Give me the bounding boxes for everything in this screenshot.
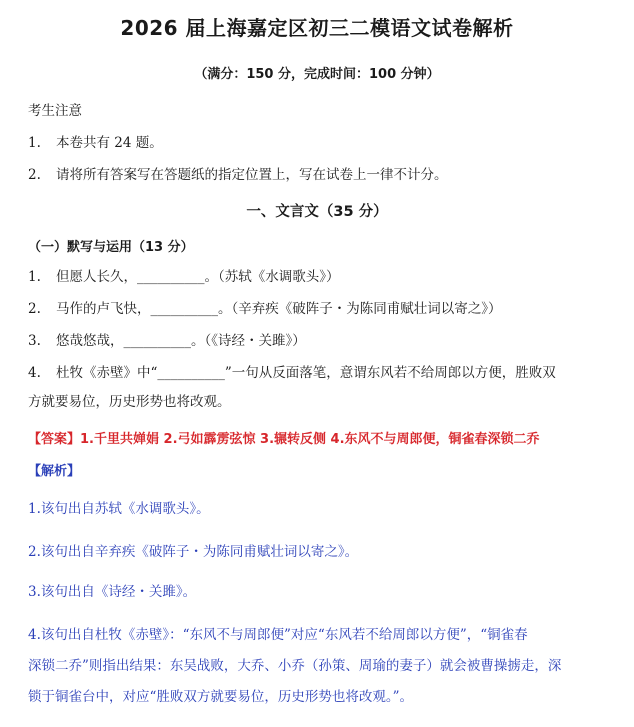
notice-item-text: 本卷共有 24 题。 (56, 135, 163, 151)
answer-line (28, 428, 540, 447)
analysis-line: 深锁二乔”则指出结果：东吴战败，大乔、小乔（孙策、周瑜的妻子）就会被曹操掳走，深 (28, 658, 562, 674)
notice-item (28, 131, 163, 151)
question-number: 1. (28, 269, 41, 285)
analysis-line: 1.该句出自苏轼《水调歌头》。 (28, 501, 210, 517)
question-item (28, 361, 556, 381)
question-item (28, 297, 502, 317)
analysis-line: 3.该句出自《诗经・关雎》。 (28, 584, 197, 600)
notice-item-number: 2. (28, 167, 41, 183)
question-continuation (28, 390, 231, 410)
sub-section-heading: （一）默写与运用（13 分） (28, 240, 194, 255)
notice-item (28, 163, 448, 183)
page-title: 2026 届上海嘉定区初三二模语文试卷解析 (120, 16, 514, 40)
answer-text: 1.千里共婵娟 2.弓如霹雳弦惊 3.辗转反侧 4.东风不与周郎便，铜雀春深锁二乔 (80, 432, 540, 447)
page-subtitle: （满分：150 分，完成时间：100 分钟） (194, 67, 440, 82)
question-item (28, 265, 340, 285)
question-text: 悠哉悠哉，__________。（《诗经・关雎》） (56, 333, 306, 349)
question-number: 2. (28, 301, 41, 317)
question-text: 但愿人长久，__________。（苏轼《水调歌头》） (56, 269, 340, 285)
analysis-tag: 【解析】 (28, 464, 81, 479)
notice-item-number: 1. (28, 135, 41, 151)
question-item (28, 329, 306, 349)
notice-heading: 考生注意 (28, 103, 82, 119)
answer-tag: 【答案】 (28, 432, 81, 447)
question-text: 马作的卢飞快，__________。（辛弃疾《破阵子・为陈同甫赋壮词以寄之》） (56, 301, 502, 317)
notice-item-text: 请将所有答案写在答题纸的指定位置上，写在试卷上一律不计分。 (56, 167, 448, 183)
analysis-line: 4.该句出自杜牧《赤壁》：“东风不与周郎便”对应“东风若不给周郎以方便”，“铜雀春 (28, 627, 528, 643)
question-text: 杜牧《赤壁》中“__________”一句从反面落笔，意谓东风若不给周郎以方便，胜败双 (56, 365, 556, 381)
analysis-line: 锁于铜雀台中，对应“胜败双方就要易位，历史形势也将改观。”。 (28, 689, 414, 705)
question-text: 方就要易位，历史形势也将改观。 (28, 394, 231, 410)
section-title: 一、文言文（35 分） (246, 204, 388, 220)
question-number: 3. (28, 333, 41, 349)
question-number: 4. (28, 365, 41, 381)
analysis-line: 2.该句出自辛弃疾《破阵子・为陈同甫赋壮词以寄之》。 (28, 544, 359, 560)
